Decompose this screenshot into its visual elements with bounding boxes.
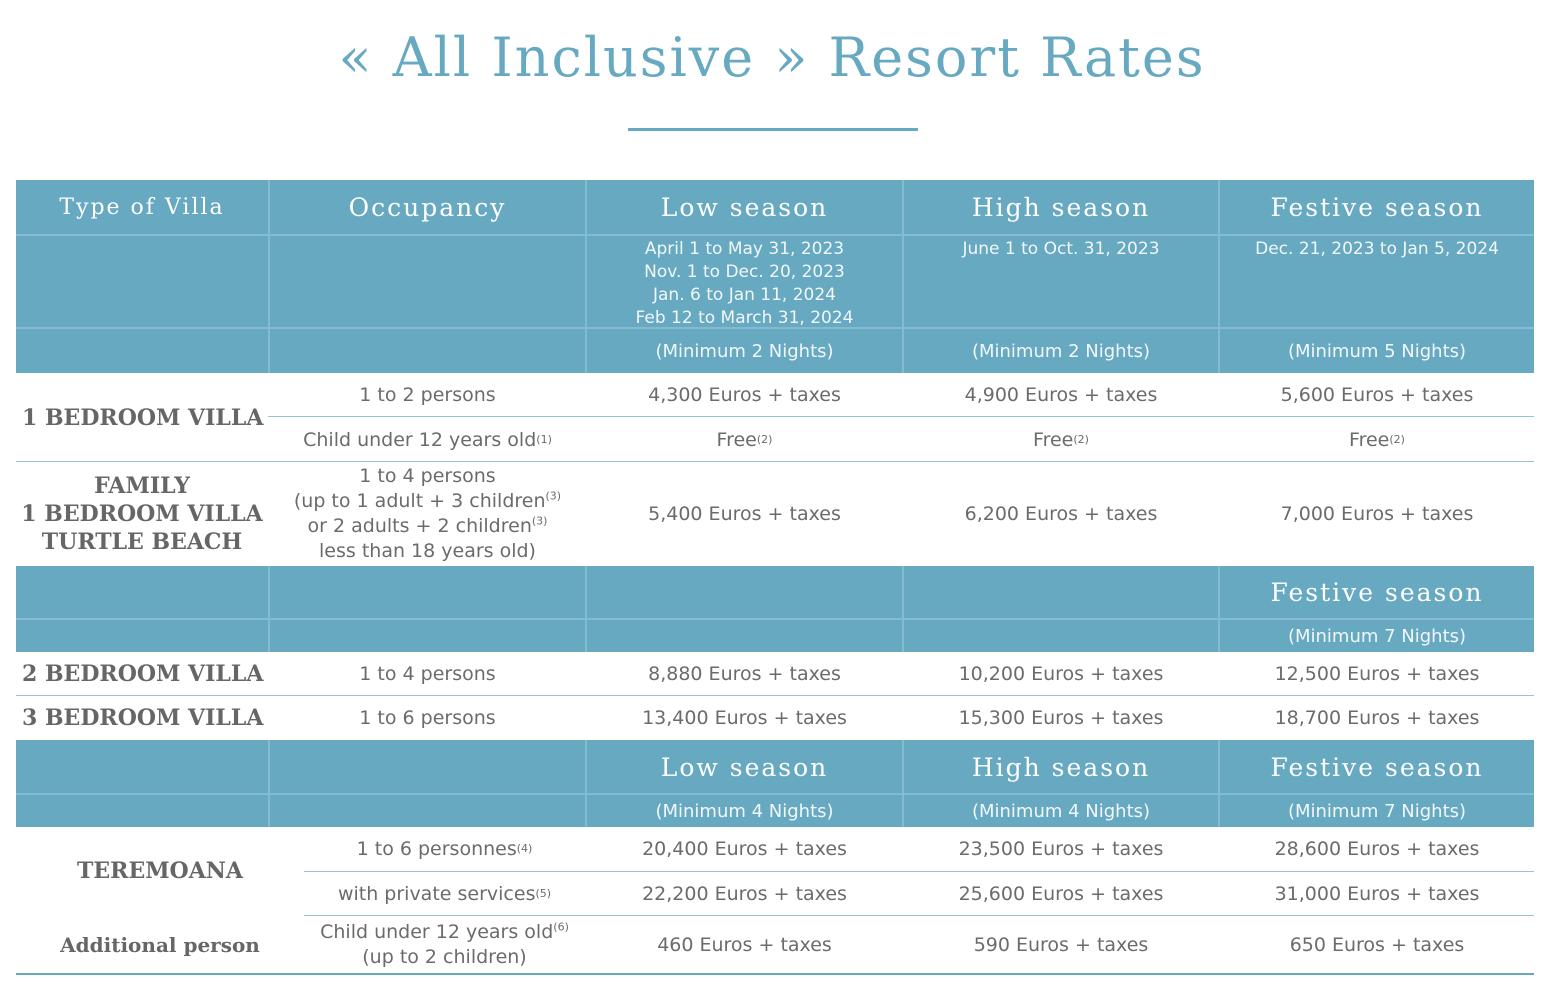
festive-season-date: Dec. 21, 2023 to Jan 5, 2024 — [1255, 239, 1499, 259]
villa-name-line: FAMILY — [94, 473, 190, 499]
header-column-divider — [268, 566, 270, 652]
rate-text: Free — [716, 428, 757, 451]
villa-name-line: 1 BEDROOM VILLA — [21, 501, 263, 527]
occupancy-line: (up to 2 children) — [362, 945, 527, 968]
header-column-divider — [902, 566, 904, 652]
rate-high: 10,200 Euros + taxes — [958, 662, 1164, 685]
occupancy-cell: 1 to 4 persons — [359, 662, 496, 685]
rate-high: 6,200 Euros + taxes — [964, 503, 1158, 525]
occupancy-cell: 1 to 6 persons — [359, 707, 496, 729]
rate-high: 590 Euros + taxes — [973, 933, 1149, 956]
rate-high: Free (2) — [1033, 428, 1089, 451]
rate-festive: 12,500 Euros + taxes — [1274, 662, 1480, 685]
rate-festive: 28,600 Euros + taxes — [1274, 838, 1480, 860]
low-season-dates — [587, 234, 902, 327]
rate-low: 460 Euros + taxes — [657, 933, 832, 956]
header-festive-season: Festive season — [1270, 192, 1484, 222]
occupancy-cell: 1 to 6 personnes (4) — [356, 838, 533, 860]
footnote-marker: (3) — [531, 514, 548, 528]
rate-low: 22,200 Euros + taxes — [642, 882, 847, 905]
rate-low: 4,300 Euros + taxes — [648, 384, 841, 406]
high-season-minimum: (Minimum 2 Nights) — [971, 340, 1151, 362]
occupancy-text: with private services — [337, 882, 536, 905]
villa-name-line: TURTLE BEACH — [41, 529, 243, 555]
occupancy-cell — [304, 916, 585, 973]
header-type-of-villa: Type of Villa — [59, 194, 225, 220]
rate-festive: 5,600 Euros + taxes — [1280, 384, 1474, 406]
villa-name-2-bedroom: 2 BEDROOM VILLA — [22, 660, 264, 687]
rate-text: Free — [1349, 428, 1390, 451]
footnote-marker: (3) — [545, 489, 562, 503]
header-occupancy: Occupancy — [348, 192, 507, 222]
footnote-marker: (6) — [553, 920, 569, 934]
occupancy-line: (up to 1 adult + 3 children$^{(3)}$ — [293, 489, 562, 512]
header-column-divider — [268, 740, 270, 827]
villa-name-family — [16, 462, 268, 566]
rate-high: 4,900 Euros + taxes — [964, 384, 1158, 406]
villa-name-3-bedroom: 3 BEDROOM VILLA — [22, 705, 264, 731]
low-season-date: April 1 to May 31, 2023 — [644, 239, 845, 259]
low-season-minimum: (Minimum 4 Nights) — [655, 800, 834, 822]
rate-low: Free (2) — [716, 428, 773, 451]
header-low-season: Low season — [660, 752, 829, 782]
header-high-season: High season — [971, 752, 1151, 782]
occupancy-text: 1 to 6 personnes — [356, 838, 517, 860]
header-column-divider — [585, 566, 587, 652]
rate-festive: Free (2) — [1349, 428, 1405, 451]
header-festive-season: Festive season — [1270, 577, 1484, 607]
rate-high: 25,600 Euros + taxes — [958, 882, 1164, 905]
occupancy-line: or 2 adults + 2 children$^{(3)}$ — [307, 514, 548, 537]
rate-festive: 31,000 Euros + taxes — [1274, 882, 1480, 905]
occupancy-line: less than 18 years old) — [319, 540, 536, 562]
occupancy-cell: 1 to 2 persons — [359, 384, 496, 406]
festive-season-minimum: (Minimum 5 Nights) — [1287, 340, 1467, 362]
occupancy-line: 1 to 4 persons — [359, 465, 496, 487]
high-season-dates — [904, 234, 1218, 327]
header-low-season: Low season — [660, 192, 829, 222]
rate-text: Free — [1033, 428, 1074, 451]
rate-festive: 18,700 Euros + taxes — [1274, 707, 1480, 729]
low-season-minimum: (Minimum 2 Nights) — [655, 340, 834, 362]
rate-festive: 7,000 Euros + taxes — [1280, 503, 1474, 525]
rate-low: 5,400 Euros + taxes — [648, 503, 841, 525]
villa-name-1-bedroom: 1 BEDROOM VILLA — [22, 404, 264, 431]
occupancy-cell — [270, 462, 585, 566]
high-season-minimum: (Minimum 4 Nights) — [971, 800, 1151, 822]
low-season-date: Jan. 6 to Jan 11, 2024 — [652, 285, 836, 305]
table-bottom-border — [16, 973, 1534, 975]
rate-high: 15,300 Euros + taxes — [958, 707, 1164, 729]
festive-season-minimum: (Minimum 7 Nights) — [1287, 625, 1467, 647]
rate-low: 8,880 Euros + taxes — [648, 662, 841, 685]
low-season-date: Feb 12 to March 31, 2024 — [635, 308, 854, 328]
header-festive-season: Festive season — [1270, 752, 1484, 782]
occupancy-cell: Child under 12 years old (1) — [303, 428, 552, 451]
festive-season-dates — [1220, 234, 1534, 327]
occupancy-text: Child under 12 years old — [303, 428, 537, 451]
occupancy-line: Child under 12 years old$^{(6)}$ — [320, 920, 569, 943]
festive-season-minimum: (Minimum 7 Nights) — [1287, 800, 1467, 822]
rate-low: 20,400 Euros + taxes — [642, 838, 847, 860]
high-season-date: June 1 to Oct. 31, 2023 — [962, 239, 1160, 259]
low-season-date: Nov. 1 to Dec. 20, 2023 — [644, 262, 845, 282]
rate-high: 23,500 Euros + taxes — [958, 838, 1164, 860]
additional-person-label: Additional person — [60, 932, 260, 957]
occupancy-cell: with private services (5) — [337, 882, 552, 905]
title-divider — [628, 128, 918, 131]
page-title: « All Inclusive » Resort Rates — [338, 26, 1206, 89]
rate-festive: 650 Euros + taxes — [1289, 933, 1465, 956]
header-high-season: High season — [971, 192, 1151, 222]
villa-name-teremoana: TEREMOANA — [77, 858, 243, 884]
rate-low: 13,400 Euros + taxes — [642, 707, 847, 729]
